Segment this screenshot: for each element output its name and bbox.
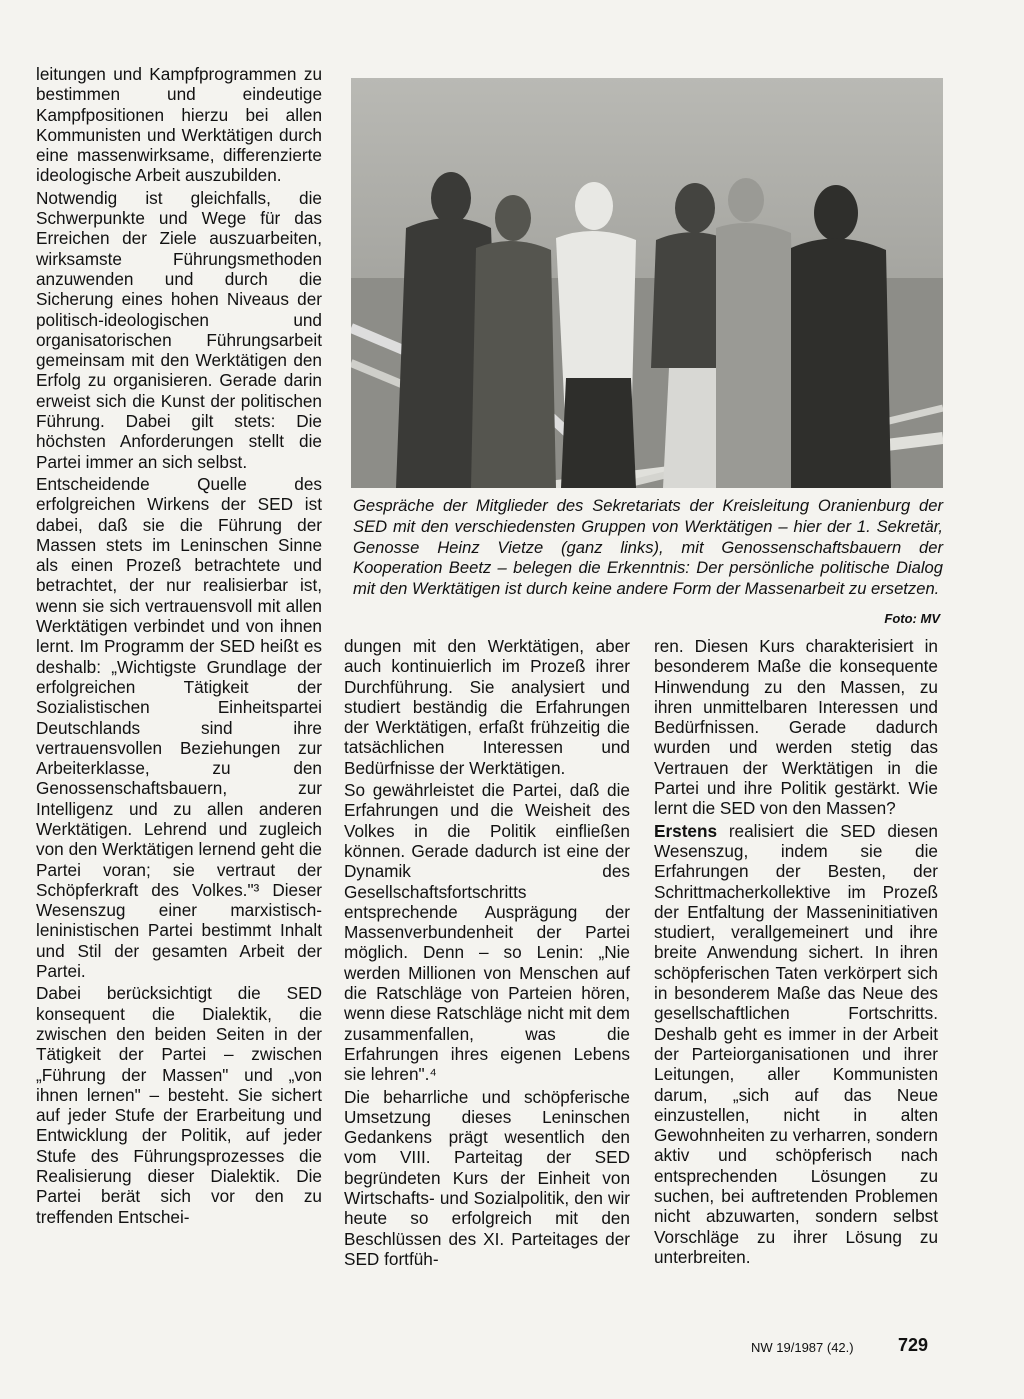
issue-reference: NW 19/1987 (42.) — [751, 1340, 854, 1355]
paragraph: Entscheidende Quelle des erfolgreichen Wirkens der SED ist dabei, daß sie die Führung der Massen stets im Leninschen Sinne als einen Prozeß betrachtete und betrachtet, der nur realisierbar ist, wenn sie sich vertrauensvoll mit allen Werktätigen verbindet und von ihnen lernt. Im Programm der SED heißt es deshalb: „Wichtigste Grundlage der erfolgreichen Tätigkeit der Sozialistischen Einheitspartei Deutschlands sind ihre vertrauensvollen Beziehungen zur Arbeiterklasse, zu den Genossenschaftsbauern, zur Intelligenz und zu allen anderen Werktätigen. Lehrend und zugleich von den Werktätigen lernend geht die Partei voran; sie vertraut der Schöpferkraft des Volkes."³ Dieser Wesenszug einer marxistisch-leninistischen Partei bestimmt Inhalt und Stil der gesamten Arbeit der Partei. — [36, 473, 322, 982]
middle-column — [344, 636, 630, 1269]
paragraph: Notwendig ist gleichfalls, die Schwerpunkte und Wege für das Erreichen der Ziele auszuarbeiten, wirksamste Führungsmethoden anzuwenden und durch die Sicherung eines hohen Niveaus der politisch-ideologischen und organisatorischen Führungsarbeit gemeinsam mit den Werktätigen den Erfolg zu organisieren. Gerade darin erweist sich die Kunst der politischen Führung. Dabei gilt stets: Die höchsten Anforderungen stellt die Partei immer an sich selbst. — [36, 187, 322, 472]
page-number: 729 — [898, 1335, 929, 1355]
group-photo — [351, 78, 943, 488]
paragraph: ren. Diesen Kurs charakterisiert in besonderem Maße die konsequente Hinwendung zu den Massen, zu ihren unmittelbaren Interessen und Bedürfnissen. Gerade dadurch wurden und werden stetig das Vertrauen der Werktätigen in die Partei und ihre Politik gestärkt. Wie lernt die SED von den Massen? — [654, 636, 938, 819]
photo-credit: Foto: MV — [884, 611, 940, 626]
paragraph: dungen mit den Werktätigen, aber auch kontinuierlich im Prozeß ihrer Durchführung. Sie analysiert und studiert beständig die Erfahrungen der Werktätigen, erfaßt frühzeitig die tatsächlichen Interessen und Bedürfnisse der Werktätigen. — [344, 636, 630, 778]
paragraph: Die beharrliche und schöpferische Umsetzung dieses Leninschen Gedankens prägt wesentlich den vom VIII. Parteitag der SED begründeten Kurs der Einheit von Wirtschafts- und Sozialpolitik, den wir heute so erfolgreich mit den Beschlüssen des XI. Parteitages der SED fortfüh- — [344, 1086, 630, 1269]
paragraph: leitungen und Kampfprogrammen zu bestimmen und eindeutige Kampfpositionen hierzu bei allen Kommunisten und Werktätigen durch eine massenwirksame, differenzierte ideologische Arbeit auszubilden. — [36, 64, 322, 186]
photo-caption — [353, 496, 943, 600]
paragraph: Dabei berücksichtigt die SED konsequent die Dialektik, die zwischen den beiden Seiten in der Tätigkeit der Partei – zwischen „Führung der Massen" und „von ihnen lernen" – besteht. Sie sichert auf jeder Stufe der Erarbeitung und Entwicklung der Politik, auf jeder Stufe des Führungsprozesses die Realisierung dieser Dialektik. Die Partei berät sich vor den zu treffenden Entschei- — [36, 983, 322, 1227]
right-column — [654, 636, 938, 1267]
left-column — [36, 64, 322, 1227]
emphasis-lead: Erstens — [654, 820, 718, 841]
paragraph: So gewährleistet die Partei, daß die Erfahrungen und die Weisheit des Volkes in die Politik einfließen können. Gerade dadurch ist eine der Dynamik des Gesellschaftsfortschritts entsprechende Ausprägung der Massenverbundenheit der Partei möglich. Denn – so Lenin: „Nie werden Millionen von Menschen auf die Ratschläge von Parteien hören, wenn diese Ratschläge nicht mit dem zusammenfallen, was die Erfahrungen ihres eigenen Lebens sie lehren".⁴ — [344, 780, 630, 1085]
caption-text: Gespräche der Mitglieder des Sekretariats der Kreisleitung Oranienburg der SED mit den verschiedensten Gruppen von Werktätigen – hier der 1. Sekretär, Genosse Heinz Vietze (ganz links), mit Genossenschaftsbauern der Kooperation Beetz – belegen die Erkenntnis: Der persönliche politische Dialog mit den Werktätigen ist durch keine andere Form der Massenarbeit zu ersetzen. — [353, 496, 943, 599]
paragraph-text: realisiert die SED diesen Wesenszug, indem sie die Erfahrungen der Besten, der Schrittmacherkollektive im Prozeß der Entfaltung der Masseninitiativen studiert, verallgemeinert und ihre breite Anwendung sichert. In ihren schöpferischen Taten verkörpert sich in besonderem Maße das Neue des gesellschaftlichen Fortschritts. Deshalb geht es immer in der Arbeit der Parteiorganisationen und ihrer Leitungen, aller Kommunisten darum, „sich auf das Neue einzustellen, nicht in alten Gewohnheiten zu verharren, sondern aktiv und schöpferisch nach entsprechenden Lösungen zu suchen, bei auftretenden Problemen nicht abzuwarten, sondern selbst Vorschläge zu ihrer Lösung zu unterbreiten. — [654, 820, 938, 1267]
paragraph — [654, 821, 938, 1268]
photo-illustration — [351, 78, 943, 488]
